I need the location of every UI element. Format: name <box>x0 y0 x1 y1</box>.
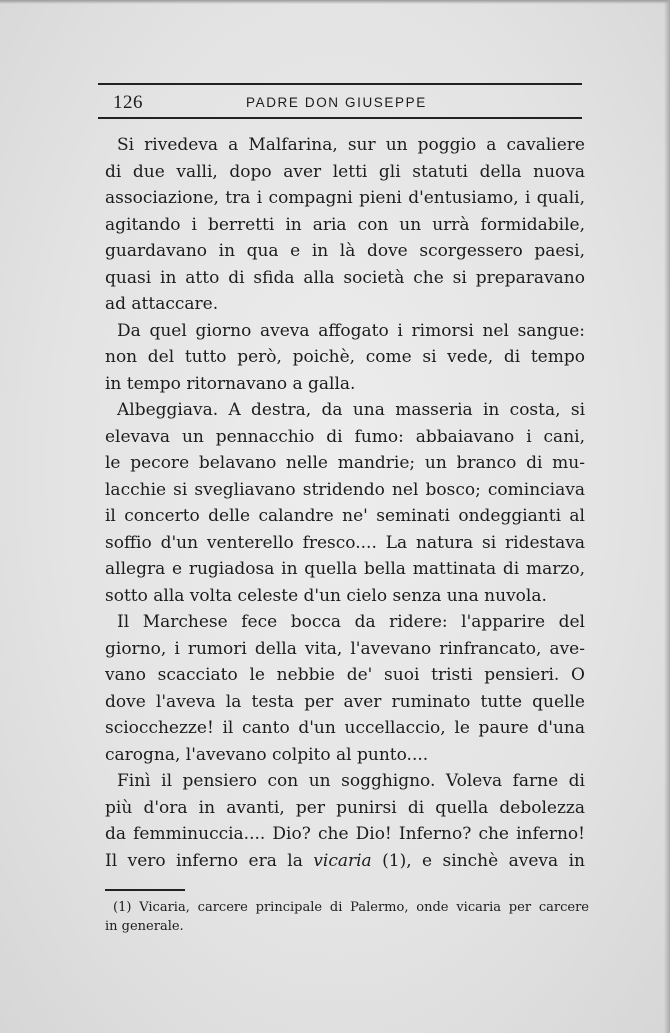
text-line: Finì il pensiero con un sogghigno. Voleva farne di <box>117 771 585 791</box>
text-line: carogna, l'avevano colpito al punto.... <box>105 744 429 765</box>
text-line: associazione, tra i compagni pieni d'entusiamo, i quali, <box>105 188 585 208</box>
text-line: in tempo ritornavano a galla. <box>105 373 356 394</box>
text-line: sciocchezze! il canto d'un uccellaccio, le paure d'una <box>105 718 585 738</box>
text-line: giorno, i rumori della vita, l'avevano rinfrancato, ave- <box>105 638 585 659</box>
text-line: ad attaccare. <box>105 294 219 314</box>
text-line: agitando i berretti in aria con un urrà formidabile, <box>105 214 585 235</box>
text-line: lacchie si svegliavano stridendo nel bosco; cominciava <box>105 479 585 500</box>
text-line: non del tutto però, poichè, come si vede, di tempo <box>105 347 585 367</box>
text-line: soffio d'un venterello fresco.... La natura si ridestava <box>105 532 585 553</box>
text-line: Il Marchese fece bocca da ridere: l'apparire del <box>117 612 585 632</box>
page-number: 126 <box>113 92 143 113</box>
text-line: quasi in atto di sfida alla società che si preparavano <box>105 267 585 288</box>
header-rule-top <box>98 83 582 85</box>
text-line: Albeggiava. A destra, da una masseria in costa, si <box>117 400 585 420</box>
italic-term-vicaria: vicaria <box>313 850 372 871</box>
text-fragment: (1), e sinchè aveva in <box>371 850 585 871</box>
text-line: allegra e rugiadosa in quella bella mattinata di marzo, <box>105 559 585 579</box>
text-line: più d'ora in avanti, per punirsi di quella debolezza <box>105 797 585 818</box>
footnote-line: (1) Vicaria, carcere principale di Palermo, onde vicaria per carcere <box>113 900 589 915</box>
text-line: Da quel giorno aveva affogato i rimorsi nel sangue: <box>117 320 585 341</box>
text-line-with-footnote-ref <box>105 848 585 875</box>
footnote-line: in generale. <box>105 919 184 934</box>
text-line: il concerto delle calandre ne' seminati ondeggianti al <box>105 506 585 526</box>
text-line: sotto alla volta celeste d'un cielo senza una nuvola. <box>105 585 547 606</box>
text-fragment: Il vero inferno era la <box>105 850 314 871</box>
body-text <box>105 132 585 874</box>
text-line: vano scacciato le nebbie de' suoi tristi pensieri. O <box>105 665 585 685</box>
text-line: Si rivedeva a Malfarina, sur un poggio a cavaliere <box>117 135 585 155</box>
header-rule-bottom <box>98 117 582 119</box>
running-head: PADRE DON GIUSEPPE <box>246 95 427 110</box>
page-right-shadow <box>664 0 670 1033</box>
page-top-shadow <box>0 0 670 4</box>
footnote-rule <box>105 889 185 891</box>
text-line: elevava un pennacchio di fumo: abbaiavano i cani, <box>105 426 585 447</box>
text-line: le pecore belavano nelle mandrie; un branco di mu- <box>105 453 585 473</box>
text-line: da femminuccia.... Dio? che Dio! Inferno? che inferno! <box>105 824 585 844</box>
text-line: dove l'aveva la testa per aver ruminato tutte quelle <box>105 691 585 712</box>
text-line: guardavano in qua e in là dove scorgessero paesi, <box>105 241 585 261</box>
text-line: di due valli, dopo aver letti gli statuti della nuova <box>105 161 585 182</box>
footnotes <box>105 898 589 936</box>
